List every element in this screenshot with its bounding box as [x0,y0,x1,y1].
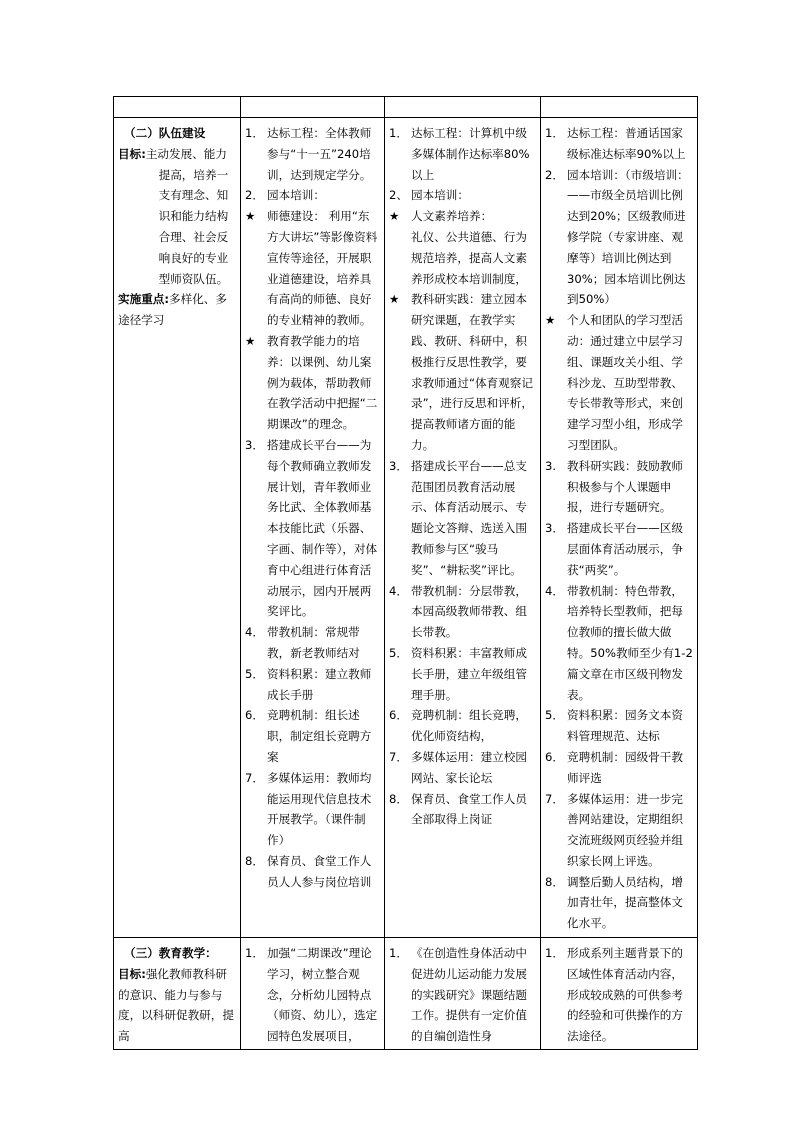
star-bullet: ★ [545,313,556,328]
item-number: 7． [245,770,264,785]
team-col2-cell [241,118,385,938]
list-item [389,943,537,1047]
item-text: 多媒体运用：建立校园网站、家长论坛 [411,749,527,785]
list-item [545,943,694,1047]
item-text: 竞聘机制：组长述职，制定组长竞聘方案 [267,708,372,764]
item-number: 5． [545,708,564,723]
teaching-row [114,938,698,1050]
teaching-col4-cell [541,938,698,1050]
item-text: 个人和团队的学习型活动：通过建立中层学习组、课题攻关小组、学科沙龙、互助型带教、专长带教等形式，来创建学习型小组，形成学习型团队。 [567,313,683,452]
list-item [545,310,694,456]
list-item [245,206,381,331]
list-item [245,768,381,851]
goal-label: 目标: [118,146,146,161]
list-item [545,518,694,580]
list-item [245,435,381,622]
item-number: 2． [245,188,264,203]
item-number: 8． [245,853,264,868]
item-text: 带教机制：分层带教，本园高级教师带教、组长带教。 [411,583,527,640]
item-number [389,227,411,289]
list-item [245,851,381,893]
item-number: 2、 [389,188,408,203]
blank-cell [114,97,241,118]
item-text: 教科研实践：建立园本研究课题，在教学实践、教研、科研中，积极推行反思性教学，要求教师通过“体育观察记录”，进行反思和评析，提高教师诸方面的能力。 [411,292,533,452]
list-item [545,705,694,747]
item-number: 5． [389,645,408,660]
item-text: 调整后勤人员结构，增加青壮年，提高整体文化水平。 [567,874,683,931]
list-item [245,123,381,185]
star-bullet: ★ [389,209,400,224]
item-number: 6． [245,708,264,723]
blank-cell [541,97,698,118]
teaching-section-cell [114,938,241,1050]
teaching-col4-list [541,938,697,1049]
goal-line [118,144,237,290]
list-item [545,581,694,706]
item-number: 5． [245,666,264,681]
team-col3-list [385,118,540,833]
section-title: （三）教育教学： [124,946,217,961]
list-item [389,123,537,185]
item-text: 保育员、食堂工作人员全部取得上岗证 [411,791,527,827]
team-col4-list [541,118,697,937]
item-text: 搭建成长平台——总支范围团员教育活动展示、体育活动展示、专题论文答辩、选送入围教师参与区“骏马奖”、“耕耘奖”评比。 [411,458,527,577]
item-number: 1． [245,126,264,140]
team-col2-list [241,118,384,895]
item-number: 8． [545,874,564,889]
teaching-col3-cell [385,938,541,1050]
item-number: 4． [245,625,264,640]
list-item [389,705,537,747]
list-item [545,123,694,165]
item-text: 资料积累：建立教师成长手册 [267,666,372,702]
item-text: 多媒体运用：进一步完善网站建设，定期组织交流班级网页经验并组织家长网上评选。 [567,791,683,868]
item-text: 教育教学能力的培养：以课例、幼儿案例为载体，帮助教师在教学活动中把握“二期课改”的理念。 [267,333,378,432]
star-bullet: ★ [245,209,256,224]
list-item [389,456,537,581]
item-text: 带教机制：常规带教，新老教师结对 [267,625,360,660]
list-item [389,289,537,455]
item-number: 3． [545,521,564,536]
list-item [545,456,694,518]
blank-header-row [114,97,698,118]
list-item [545,747,694,789]
item-number: 6． [389,708,408,723]
item-number: 1． [545,946,564,961]
item-number: 7． [545,791,564,806]
item-text: 人文素养培养： [411,209,493,224]
list-item [545,165,694,311]
list-item [245,705,381,767]
item-number: 1． [389,946,408,961]
list-item [389,747,537,789]
blank-cell [241,97,385,118]
star-bullet: ★ [245,333,256,348]
list-item [245,943,381,1047]
goal-text: 强化教师教科研的意识、能力与参与度，以科研促教研，提高 [118,966,234,1044]
item-text: 多媒体运用：教师均能运用现代信息技术开展教学。（课件制作） [267,770,372,848]
list-item [245,622,381,664]
list-item [389,185,537,206]
item-number: 7． [389,749,408,764]
item-text: 园本培训：（市级培训：——市级全员培训比例达到20%；区级教师进修学院（专家讲座、观摩等）培训比例达到30%；园本培训比例达到50%） [567,167,689,307]
item-text: 带教机制：特色带教，培养特长型教师，把每位教师的擅长做大做特。50%教师至少有1-2篇文章在市区级刊物发表。 [567,583,693,702]
list-item [245,331,381,435]
item-text: 达标工程：计算机中级多媒体制作达标率80%以上 [411,126,530,182]
star-bullet: ★ [389,292,400,307]
team-col3-cell [385,118,541,938]
item-text: 师德建设： 利用“东方大讲坛”等影像资料宣传等途径，开展职业道德建设，培养具有高尚的师德、良好的专业精神的教师。 [267,209,378,328]
team-building-row [114,118,698,938]
item-text: 资料积累：丰富教师成长手册，建立年级组管理手册。 [411,645,527,702]
list-item [545,789,694,872]
item-number: 3． [245,437,264,452]
list-item [545,872,694,934]
item-text: 《在创造性身体活动中促进幼儿运动能力发展的实践研究》课题结题工作。提供有一定价值的自编创造性身 [411,946,527,1044]
list-item [389,789,537,831]
focus-label: 实施重点: [118,292,170,307]
goal-line [118,964,237,1047]
item-number: 3． [389,458,408,473]
teaching-col2-cell [241,938,385,1050]
goal-text: 主动发展、能力提高，培养一支有理念、知识和能力结构合理、社会反响良好的专业型师资队伍。 [145,146,229,286]
list-item [389,227,537,289]
teaching-col3-list [385,938,540,1049]
item-number: 8． [389,791,408,806]
item-text: 园本培训： [267,188,325,203]
item-number: 1． [545,126,564,140]
item-text: 达标工程：全体教师参与“十一五”240培训，达到规定学分。 [267,126,372,182]
item-number: 4． [389,583,408,598]
item-number: 2． [545,167,564,182]
item-number: 1． [389,126,408,140]
blank-cell [385,97,541,118]
list-item [245,664,381,706]
plan-table [113,96,698,1050]
section-title: （二）队伍建设 [124,126,206,140]
item-number: 6． [545,749,564,764]
list-item [389,581,537,643]
teaching-col2-list [241,938,384,1049]
team-col4-cell [541,118,698,938]
item-text: 搭建成长平台——区级层面体育活动展示，争获“两奖”。 [567,521,683,577]
item-number: 1． [245,946,264,961]
item-text: 加强“二期课改”理论学习，树立整合观念，分析幼儿园特点（师资、幼儿），选定园特色发展项目， [267,946,378,1044]
item-text: 教科研实践：鼓励教师积极参与个人课题申报，进行专题研究。 [567,458,683,515]
item-text: 保育员、食堂工作人员人人参与岗位培训 [267,853,372,889]
item-text: 达标工程：普通话国家级标准达标率90%以上 [567,126,686,161]
item-number: 4． [545,583,564,598]
item-text: 竞聘机制：组长竞聘，优化师资结构， [411,708,527,744]
focus-line [118,289,237,331]
list-item [389,206,537,227]
focus-text: 多样化、多途径学习 [118,292,227,328]
item-text: 园本培训： [411,188,469,203]
item-text: 资料积累：园务文本资料管理规范、达标 [567,708,683,744]
list-item [245,185,381,206]
item-text: 形成系列主题背景下的区域性体育活动内容，形成较成熟的可供参考的经验和可供操作的方法途径。 [567,946,683,1044]
item-text: 竞聘机制：园级骨干教师评选 [567,749,683,785]
list-item [389,643,537,705]
team-section-cell [114,118,241,938]
item-number: 3. [545,458,557,473]
goal-label: 目标: [118,966,146,981]
item-text: 礼仪、公共道德、行为规范培养，提高人文素养形成校本培训制度， [411,229,527,286]
item-text: 搭建成长平台——为每个教师确立教师发展计划，青年教师业务比武、全体教师基本技能比武（乐器、字画、制作等），对体育中心组进行体育活动展示，园内开展两奖评比。 [267,437,378,619]
